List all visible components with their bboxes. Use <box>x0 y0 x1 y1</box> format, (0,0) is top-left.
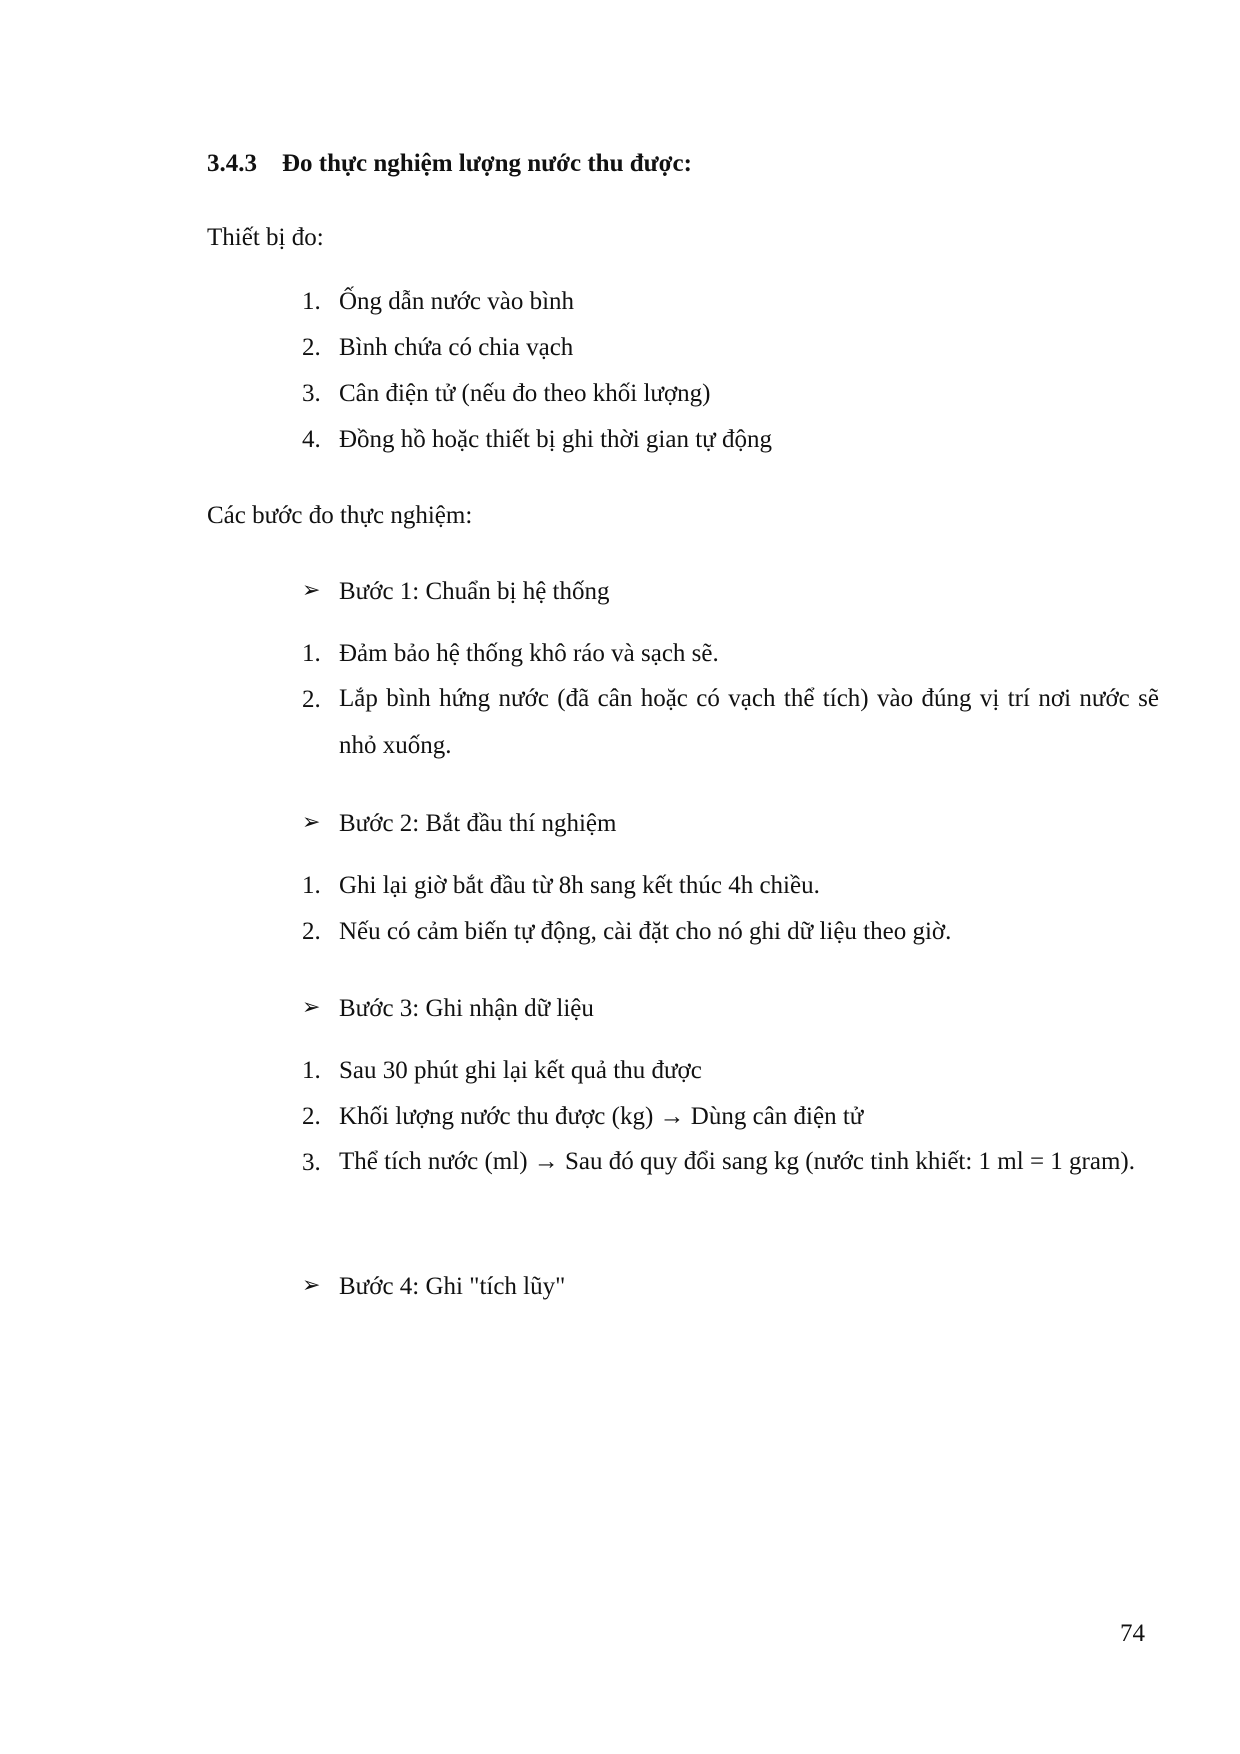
list-number: 1. <box>302 872 321 899</box>
step-title: Bước 3: Ghi nhận dữ liệu <box>339 995 594 1022</box>
arrow-bullet-icon: ➢ <box>302 578 321 603</box>
list-number: 2. <box>302 918 321 945</box>
list-text: Nếu có cảm biến tự động, cài đặt cho nó ghi dữ liệu theo giờ. <box>339 918 952 945</box>
section-title: Đo thực nghiệm lượng nước thu được: <box>282 150 692 177</box>
list-number: 3. <box>302 380 321 407</box>
list-number: 4. <box>302 426 321 453</box>
list-number: 2. <box>302 1103 321 1130</box>
equipment-intro: Thiết bị đo: <box>207 224 324 251</box>
page-number: 74 <box>1120 1620 1145 1647</box>
list-text: Khối lượng nước thu được (kg) → Dùng cân điện tử <box>339 1103 864 1130</box>
list-number: 1. <box>302 1057 321 1084</box>
section-heading <box>207 150 692 178</box>
section-number: 3.4.3 <box>207 150 257 177</box>
list-number: 2. <box>302 686 321 713</box>
list-text: Đồng hồ hoặc thiết bị ghi thời gian tự động <box>339 426 772 453</box>
list-text: Ống dẫn nước vào bình <box>339 288 575 315</box>
arrow-bullet-icon: ➢ <box>302 995 321 1020</box>
list-number: 3. <box>302 1149 321 1176</box>
step-title: Bước 4: Ghi "tích lũy" <box>339 1273 566 1300</box>
list-number: 2. <box>302 334 321 361</box>
list-text: Cân điện tử (nếu đo theo khối lượng) <box>339 380 711 407</box>
list-text: Lắp bình hứng nước (đã cân hoặc có vạch thể tích) vào đúng vị trí nơi nước sẽ nhỏ xuống. <box>339 685 1159 759</box>
arrow-bullet-icon: ➢ <box>302 810 321 835</box>
list-text: Bình chứa có chia vạch <box>339 334 574 361</box>
list-text: Ghi lại giờ bắt đầu từ 8h sang kết thúc 4h chiều. <box>339 872 820 899</box>
list-number: 1. <box>302 640 321 667</box>
step-title: Bước 2: Bắt đầu thí nghiệm <box>339 810 617 837</box>
list-number: 1. <box>302 288 321 315</box>
arrow-bullet-icon: ➢ <box>302 1273 321 1298</box>
list-text: Đảm bảo hệ thống khô ráo và sạch sẽ. <box>339 640 719 667</box>
steps-intro: Các bước đo thực nghiệm: <box>207 502 473 529</box>
step-title: Bước 1: Chuẩn bị hệ thống <box>339 578 610 605</box>
list-text: Thể tích nước (ml) → Sau đó quy đổi sang kg (nước tinh khiết: 1 ml = 1 gram). <box>339 1148 1135 1175</box>
list-text: Sau 30 phút ghi lại kết quả thu được <box>339 1057 702 1084</box>
